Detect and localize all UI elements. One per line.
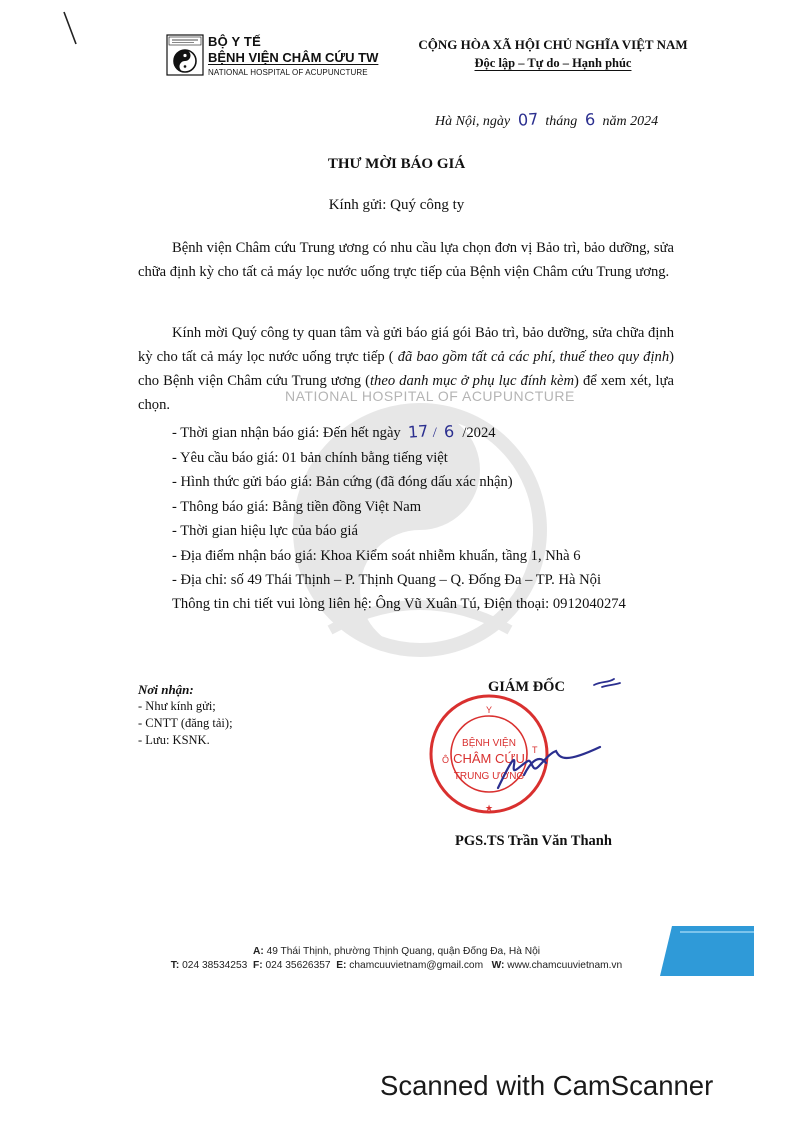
stamp-line-3: TRUNG ƯƠNG [453,771,525,782]
footer-fax: 024 35626357 [265,960,331,971]
official-stamp [428,693,550,815]
hospital-logo-icon [166,34,204,76]
pen-stroke-mark [48,8,88,48]
hospital-name-vi: BỆNH VIỆN CHÂM CỨU TW [208,50,379,65]
watermark-text: NATIONAL HOSPITAL OF ACUPUNCTURE [285,388,575,404]
document-title: THƯ MỜI BÁO GIÁ [327,156,466,172]
recipients-block [138,681,233,749]
hospital-name-en: NATIONAL HOSPITAL OF ACUPUNCTURE [208,68,368,77]
invitation-italic-b: theo danh mục ở phụ lục đính kèm [369,373,575,389]
svg-text:★: ★ [484,803,494,813]
footer-decorative-tab [654,926,754,976]
footer-website: www.chamcuuvietnam.vn [507,960,623,971]
invitation-text-b: ) cho Bệnh viện Châm cứu Trung ương ( [138,349,674,389]
list-item: - Lưu: KSNK. [138,733,210,747]
list-item: - Thông báo giá: Bằng tiền đồng Việt Nam [172,498,422,515]
list-item: - Hình thức gửi báo giá: Bản cứng (đã đóng dấu xác nhận) [172,474,513,490]
ministry-name: BỘ Y TẾ [208,34,261,49]
scanner-watermark: Scanned with CamScanner [380,1070,714,1101]
date-month-word: tháng [545,114,578,129]
svg-text:Y: Y [485,705,493,715]
list-item: - Như kính gửi; [138,699,216,713]
list-item: - Yêu cầu báo giá: 01 bản chính bằng tiếng việt [172,449,448,466]
recipients-title: Nơi nhận: [138,682,194,697]
list-item: - Thời gian hiệu lực của báo giá [172,523,358,539]
list-item: - CNTT (đăng tải); [138,716,233,730]
fax-label: F: [252,960,263,971]
date-year: năm 2024 [602,114,659,129]
invitation-text-c: ) để xem xét, lựa chọn. [138,373,674,413]
national-heading [418,37,688,71]
list-item: - Thời gian nhận báo giá: Đến hết ngày 17 / 6 /2024 [172,420,601,446]
list-item: - Địa điểm nhận báo giá: Khoa Kiểm soát nhiễm khuẩn, tầng 1, Nhà 6 [172,547,581,564]
deadline-year: /2024 [462,425,496,441]
date-line [435,110,658,130]
invitation-italic-a: đã bao gồm tất cả các phí, thuế theo quy định [393,349,670,365]
deadline-day-handwritten: 17 [407,421,430,442]
nation-motto: Độc lập – Tự do – Hạnh phúc [474,56,632,70]
list-item: - Địa chỉ: số 49 Thái Thịnh – P. Thịnh Quang – Q. Đống Đa – TP. Hà Nội [172,572,602,588]
footer-email: chamcuuvietnam@gmail.com [349,960,484,971]
greeting-line: Kính gửi: Quý công ty [328,197,465,213]
requirements-list [172,420,601,593]
deadline-month-handwritten: 6 [443,421,456,442]
deadline-prefix: - Thời gian nhận báo giá: Đến hết ngày [172,425,401,441]
svg-text:T: T [532,745,538,755]
paragraph-intro: Bệnh viện Châm cứu Trung ương có nhu cầu lựa chọn đơn vị Bảo trì, bảo dưỡng, sửa chữa định kỳ cho tất cả máy lọc nước uống trực tiếp của Bệnh viện Châm cứu Trung ương. [138,240,674,280]
stamp-line-2: CHÂM CỨU [453,751,525,766]
email-label: E: [336,960,347,971]
paragraph-invitation [138,321,674,417]
footer-tel: 024 38534253 [182,960,248,971]
date-day-handwritten: 07 [516,109,539,130]
date-month-handwritten: 6 [584,109,596,130]
date-prefix: Hà Nội, ngày [435,114,511,129]
hospital-name-block [208,34,378,77]
contact-info: Thông tin chi tiết vui lòng liên hệ: Ông Vũ Xuân Tú, Điện thoại: 0912040274 [172,596,626,612]
address-label: A: [252,946,264,957]
svg-text:Ô: Ô [442,755,450,765]
invitation-text-a: Kính mời Quý công ty quan tâm và gửi báo giá gói Bảo trì, bảo dưỡng, sửa chữa định kỳ cho tất cả máy lọc nước uống trực tiếp ( [138,325,674,365]
tel-label: T: [170,960,180,971]
web-label: W: [491,960,505,971]
signer-name: PGS.TS Trần Văn Thanh [455,833,612,849]
stamp-line-1: BỆNH VIỆN [462,738,516,749]
signer-position: GIÁM ĐỐC [488,679,565,695]
nation-name: CỘNG HÒA XÃ HỘI CHỦ NGHĨA VIỆT NAM [418,37,688,52]
footer-address: 49 Thái Thịnh, phường Thịnh Quang, quận Đống Đa, Hà Nội [266,946,541,957]
